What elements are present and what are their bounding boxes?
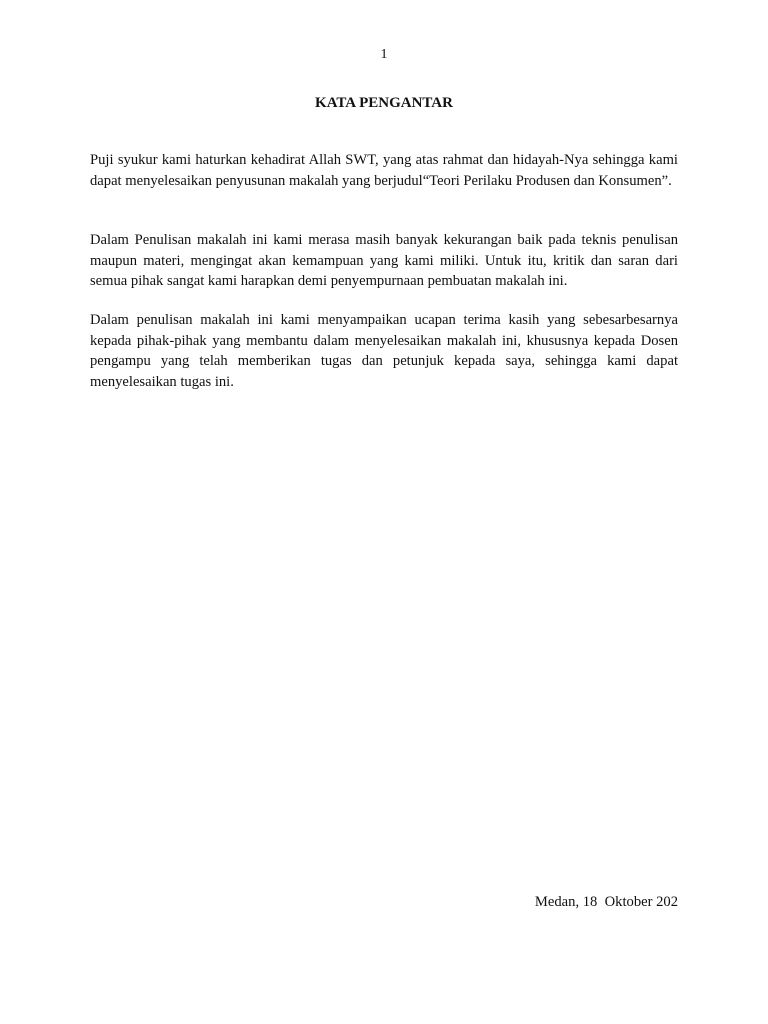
place-date: Medan, 18 Oktober 202 [534, 894, 678, 910]
paragraph-gratitude: Puji syukur kami haturkan kehadirat Allah SWT, yang atas rahmat dan hidayah-Nya sehingga kami dapat menyelesaikan penyusunan makalah yang berjudul“Teori Perilaku Produsen dan Konsumen”. [90, 152, 678, 189]
paragraph-thanks: Dalam penulisan makalah ini kami menyampaikan ucapan terima kasih yang sebesarbesarnya kepada pihak-pihak yang membantu dalam menyelesaikan makalah ini, khususnya kepada Dosen pengampu yang telah memberikan tugas dan petunjuk kepada saya, sehingga kami dapat menyelesaikan tugas ini. [90, 312, 678, 390]
page-title: KATA PENGANTAR [315, 95, 453, 111]
paragraph-shortcomings: Dalam Penulisan makalah ini kami merasa masih banyak kekurangan baik pada teknis penulisan maupun materi, mengingat akan kemampuan yang kami miliki. Untuk itu, kritik dan saran dari semua pihak sangat kami harapkan demi penyempurnaan pembuatan makalah ini. [90, 232, 678, 289]
page-number: 1 [380, 47, 388, 62]
